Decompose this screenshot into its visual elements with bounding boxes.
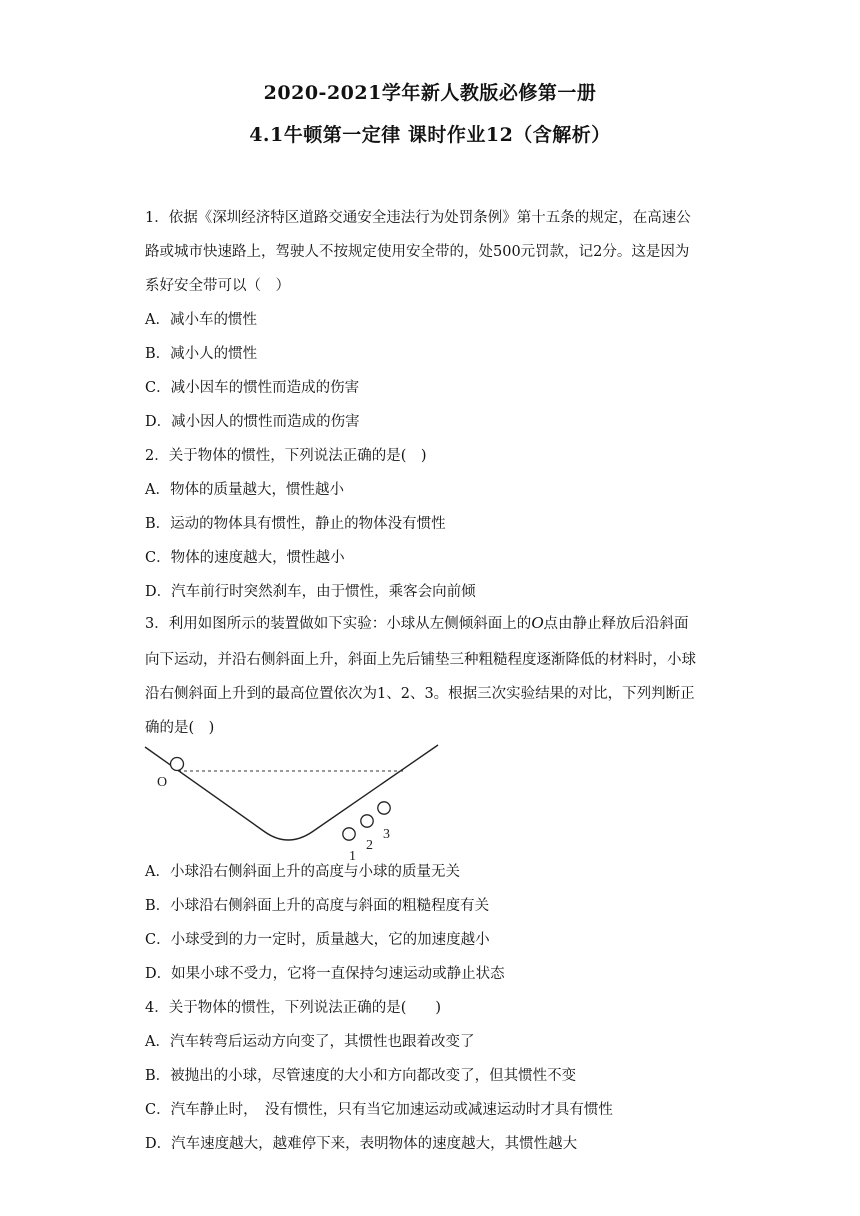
q3-option-b: B．小球沿右侧斜面上升的高度与斜面的粗糙程度有关 <box>145 898 490 914</box>
point-o-symbol: O <box>531 613 544 632</box>
q1-stem-line: 1．依据《深圳经济特区道路交通安全违法行为处罚条例》第十五条的规定，在高速公 <box>145 210 691 226</box>
q2-option-b: B．运动的物体具有惯性，静止的物体没有惯性 <box>145 516 446 532</box>
q3-stem-line: 沿右侧斜面上升到的最高位置依次为1、2、3。根据三次实验结果的对比，下列判断正 <box>145 686 695 702</box>
label-o: O <box>157 775 168 790</box>
q1-option-d: D．减小因人的惯性而造成的伤害 <box>145 414 360 430</box>
ball-at-o <box>171 758 184 771</box>
q3-option-d: D．如果小球不受力，它将一直保持匀速运动或静止状态 <box>145 966 505 982</box>
q2-stem-line: 2．关于物体的惯性，下列说法正确的是( ) <box>145 448 427 464</box>
ball-position-3 <box>378 802 390 814</box>
q1-stem-line: 路或城市快速路上，驾驶人不按规定使用安全带的，处500元罚款，记2分。这是因为 <box>145 244 690 260</box>
q2-option-c: C．物体的速度越大，惯性越小 <box>145 550 345 566</box>
q3-stem-line: 向下运动，并沿右侧斜面上升，斜面上先后铺垫三种粗糙程度逐渐降低的材料时，小球 <box>145 652 696 668</box>
q4-option-d: D．汽车速度越大，越难停下来，表明物体的速度越大，其惯性越大 <box>145 1136 578 1152</box>
q3-option-c: C．小球受到的力一定时，质量越大，它的加速度越小 <box>145 932 490 948</box>
document-title: 2020-2021学年新人教版必修第一册 <box>263 82 597 104</box>
q1-stem-line: 系好安全带可以（ ） <box>145 278 290 294</box>
q3-stem-text: 点由静止释放后沿斜面 <box>543 616 689 632</box>
q4-option-b: B．被抛出的小球，尽管速度的大小和方向都改变了，但其惯性不变 <box>145 1068 577 1084</box>
document-subtitle: 4.1牛顿第一定律 课时作业12（含解析） <box>249 124 611 146</box>
q1-option-a: A．减小车的惯性 <box>145 312 257 328</box>
q4-stem-line: 4．关于物体的惯性，下列说法正确的是( ) <box>145 1000 442 1016</box>
q3-stem-text: 3．利用如图所示的装置做如下实验：小球从左侧倾斜面上的 <box>145 616 532 632</box>
label-2: 2 <box>366 838 373 853</box>
q3-stem-line: 确的是( ) <box>145 720 215 736</box>
q4-option-c: C．汽车静止时， 没有惯性，只有当它加速运动或减速运动时才具有惯性 <box>145 1102 613 1118</box>
q2-option-a: A．物体的质量越大，惯性越小 <box>145 482 344 498</box>
q1-option-c: C．减小因车的惯性而造成的伤害 <box>145 380 360 396</box>
incline-experiment-figure <box>140 740 450 864</box>
label-3: 3 <box>383 827 390 842</box>
q1-option-b: B．减小人的惯性 <box>145 346 258 362</box>
incline-track <box>145 745 438 840</box>
ball-position-2 <box>361 815 373 827</box>
q2-option-d: D．汽车前行时突然刹车，由于惯性，乘客会向前倾 <box>145 584 476 600</box>
ball-position-1 <box>343 828 355 840</box>
q3-option-a: A．小球沿右侧斜面上升的高度与小球的质量无关 <box>145 864 460 880</box>
q3-stem-line <box>145 612 689 633</box>
q4-option-a: A．汽车转弯后运动方向变了，其惯性也跟着改变了 <box>145 1034 475 1050</box>
label-1: 1 <box>349 849 356 864</box>
